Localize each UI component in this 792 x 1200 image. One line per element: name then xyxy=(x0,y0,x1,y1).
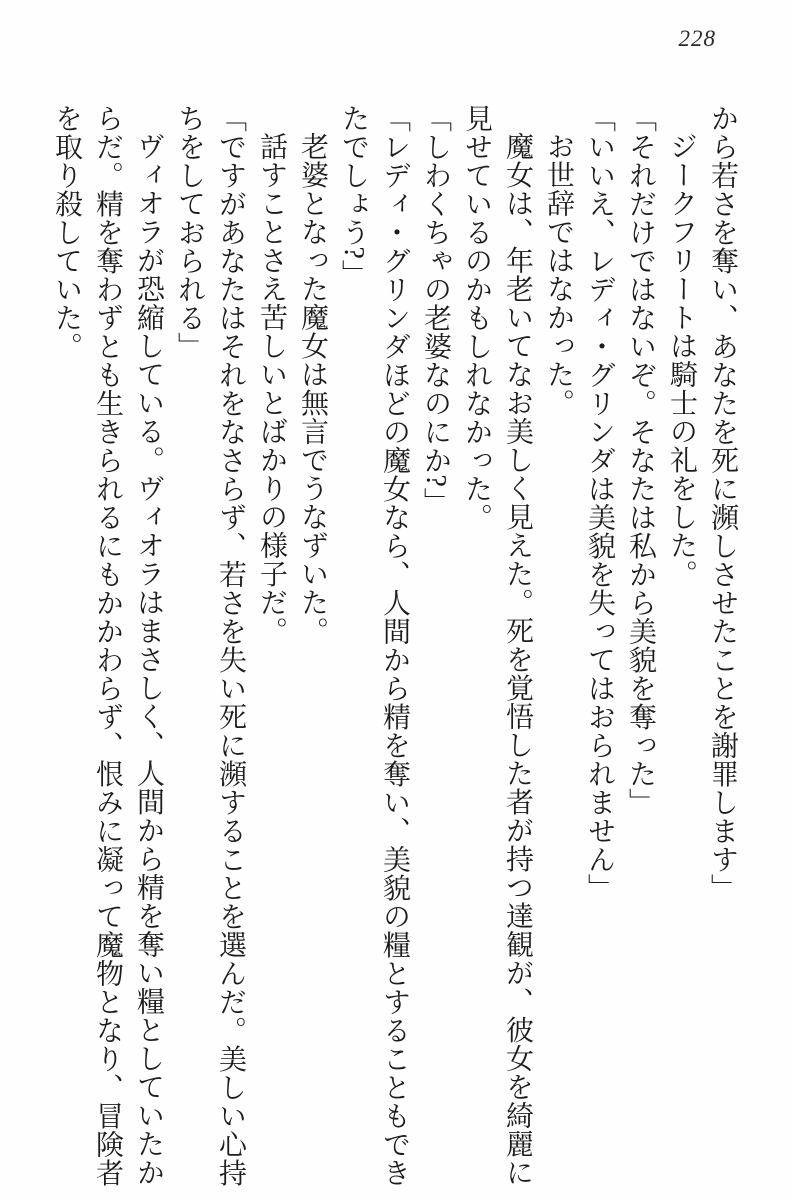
text-line: 老婆となった魔女は無言でうなずいた。 xyxy=(297,132,328,645)
text-line: 「いいえ、レディ・グリンダは美貌を失ってはおられません」 xyxy=(584,104,615,902)
text-line: 「それだけではないぞ。そなたは私から美貌を奪った」 xyxy=(625,104,656,817)
text-line: を取り殺していた。 xyxy=(51,104,82,361)
text-line: お世辞ではなかった。 xyxy=(543,132,574,417)
text-line: 話すことさえ苦しいとばかりの様子だ。 xyxy=(256,132,287,645)
text-line: 「ですがあなたはそれをなさらず、若さを失い死に瀕することを選んだ。美しい心持 xyxy=(215,104,246,1187)
text-line: 「レディ・グリンダほどの魔女なら、人間から精を奪い、美貌の糧とすることもでき xyxy=(379,104,410,1187)
text-line: らだ。精を奪わずとも生きられるにもかかわらず、恨みに凝って魔物となり、冒険者 xyxy=(92,104,123,1187)
text-line: 魔女は、年老いてなお美しく見えた。死を覚悟した者が持つ達観が、彼女を綺麗に xyxy=(502,132,533,1187)
text-line: ヴィオラが恐縮している。ヴィオラはまさしく、人間から精を奪い糧としていたか xyxy=(133,132,164,1187)
text-line: たでしょう?」 xyxy=(338,104,369,288)
page-number: 228 xyxy=(678,26,716,51)
text-line: ジークフリートは騎士の礼をした。 xyxy=(666,132,697,588)
vertical-text-block xyxy=(46,104,743,1190)
text-line: 「しわくちゃの老婆なのにか?」 xyxy=(420,104,451,516)
text-line: 見せているのかもしれなかった。 xyxy=(461,104,492,532)
text-line: から若さを奪い、あなたを死に瀕しさせたことを謝罪します」 xyxy=(707,104,738,902)
text-line: ちをしておられる」 xyxy=(174,104,205,361)
